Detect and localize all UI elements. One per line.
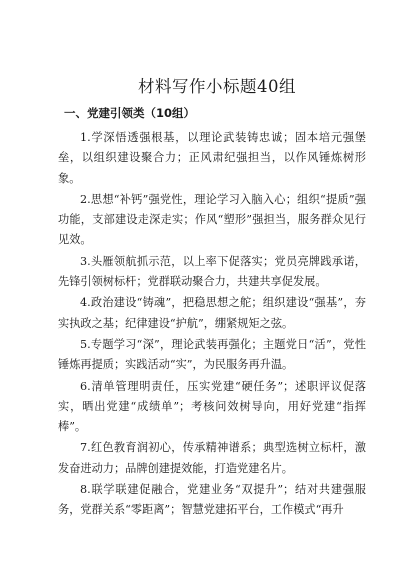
list-item: 1.学深悟透强根基，以理论武装铸忠诚；固本培元强堡垒，以组织建设聚合力；正风肃纪强担当，以作风锤炼树形象。 bbox=[58, 131, 366, 185]
list-item: 7.红色教育润初心，传承精神谱系；典型选树立标杆，激发奋进动力；品牌创建提效能，打造党建名片。 bbox=[58, 441, 366, 475]
list-item: 3.头雁领航抓示范，以上率下促落实；党员亮牌践承诺，先锋引领树标杆；党群联动聚合力，共建共享促发展。 bbox=[58, 254, 366, 289]
list-item: 5.专题学习“深”，理论武装再强化；主题党日“活”，党性锤炼再提质；实践活动“实”，为民服务再升温。 bbox=[58, 337, 366, 372]
list-item: 8.联学联建促融合，党建业务“双提升”；结对共建强服务，党群关系“零距离”；智慧党建拓平台，工作模式“再升 bbox=[58, 483, 366, 517]
item-list bbox=[58, 128, 366, 521]
list-item: 4.政治建设“铸魂”，把稳思想之舵；组织建设“强基”，夯实执政之基；纪律建设“护航”，绷紧规矩之弦。 bbox=[58, 296, 366, 330]
section-heading: 一、党建引领类（10组） bbox=[64, 106, 196, 120]
list-item: 2.思想“补钙”强党性，理论学习入脑入心；组织“提质”强功能，支部建设走深走实；作风“塑形”强担当，服务群众见行见效。 bbox=[58, 192, 366, 247]
list-item: 6.清单管理明责任，压实党建“硬任务”；述职评议促落实，晒出党建“成绩单”；考核问效树导向，用好党建“指挥棒”。 bbox=[58, 379, 366, 434]
document-title: 材料写作小标题40组 bbox=[138, 77, 296, 96]
